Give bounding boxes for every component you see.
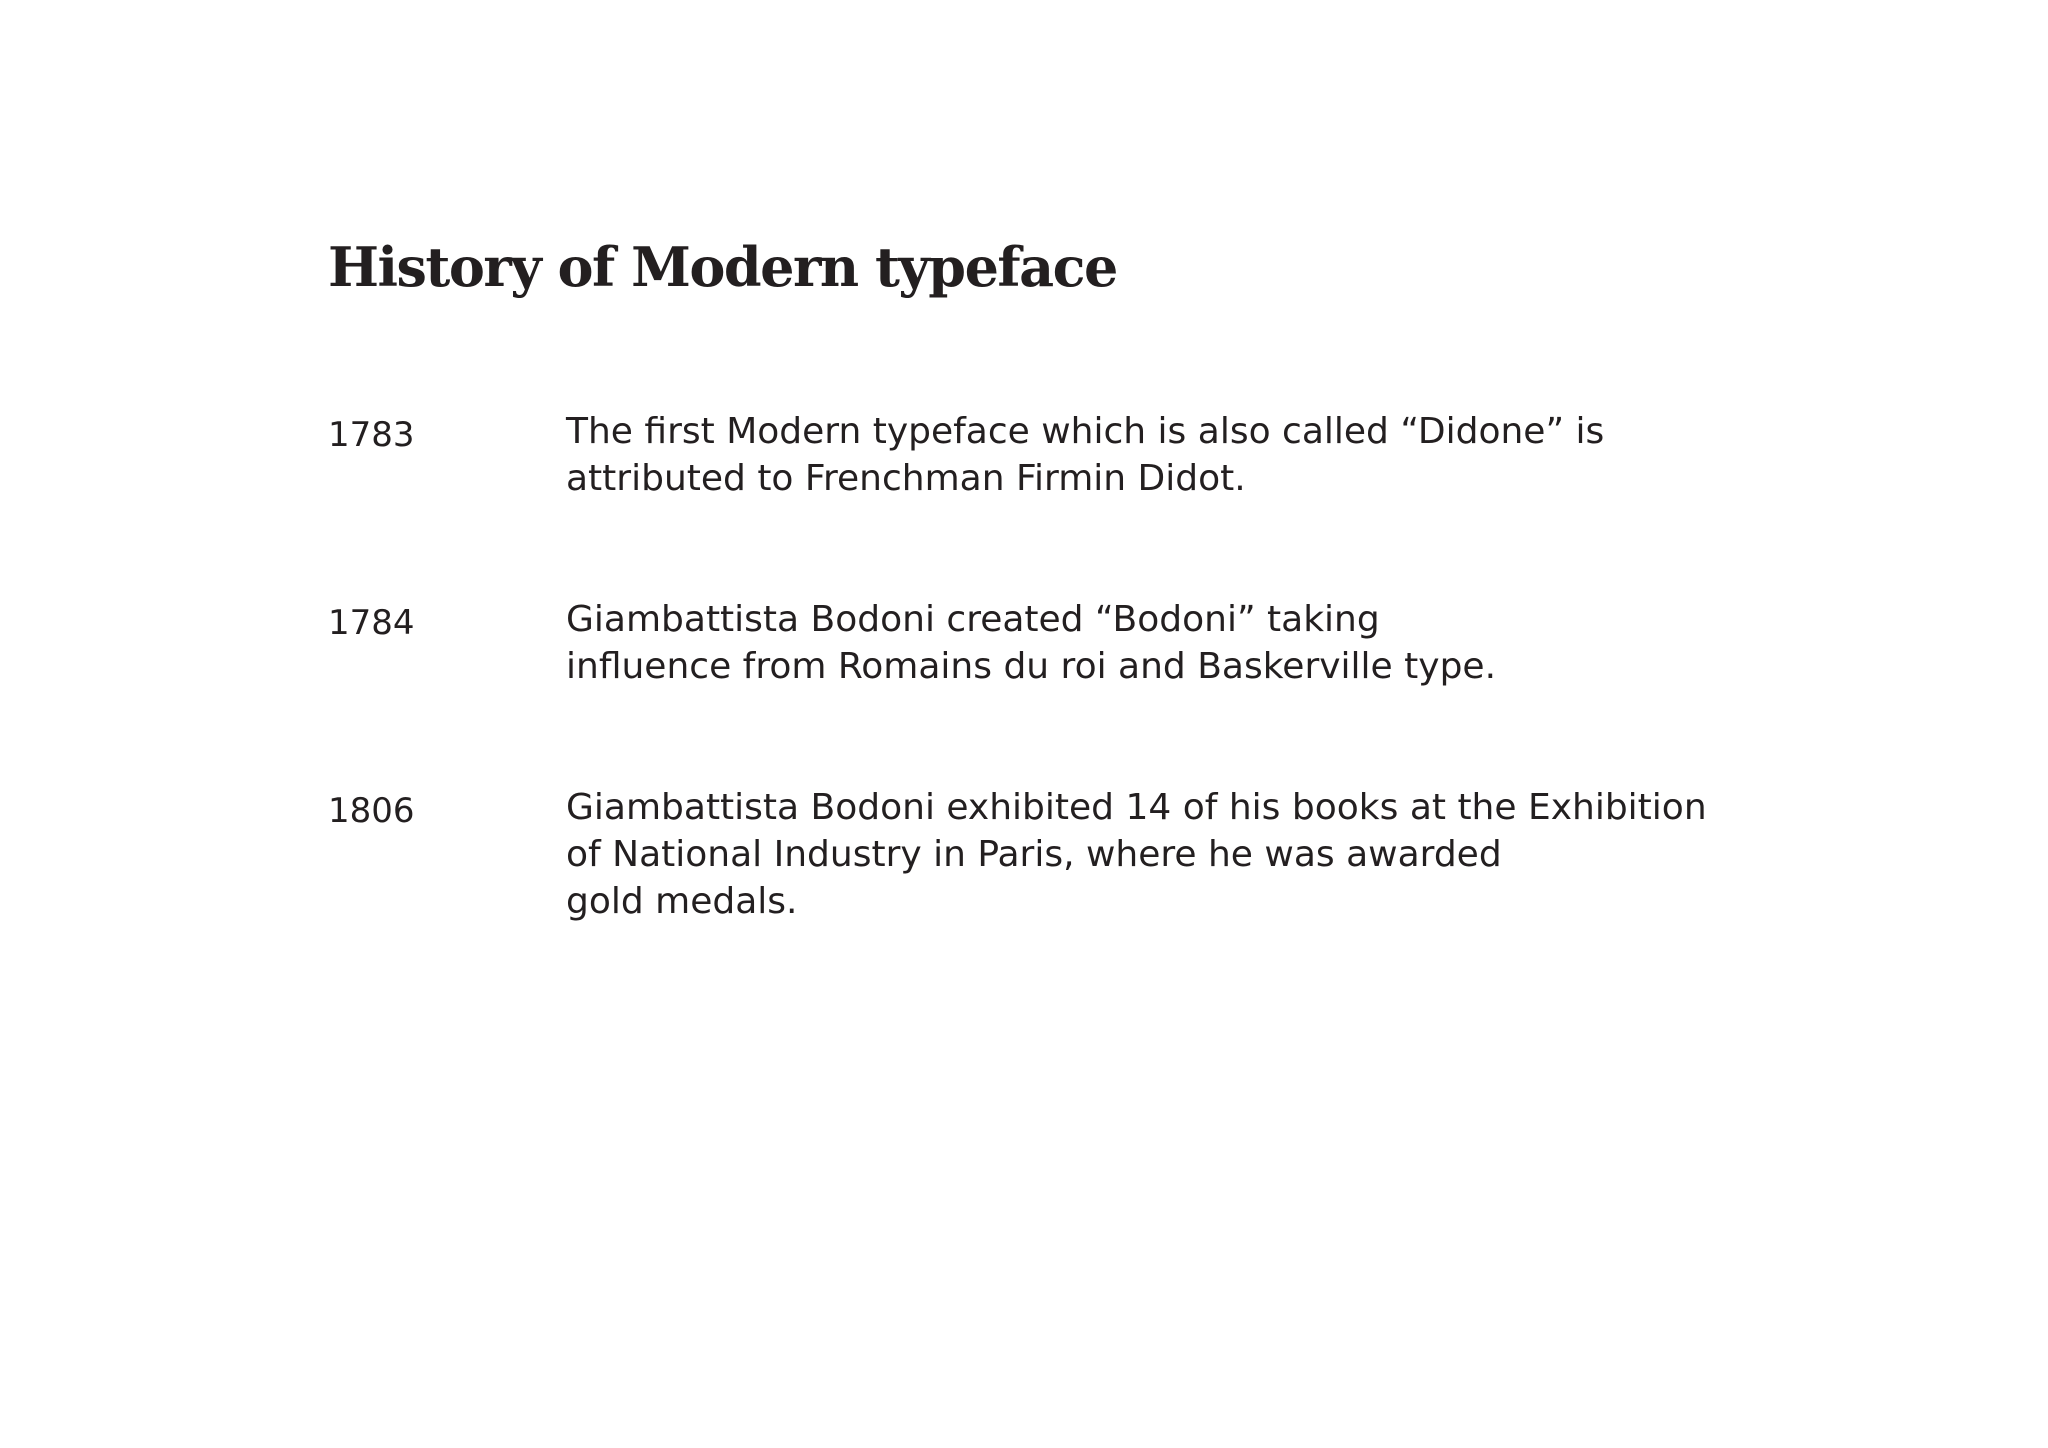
entry-year: 1806: [328, 791, 415, 831]
entry-year: 1783: [328, 415, 415, 455]
entry-year: 1784: [328, 603, 415, 643]
entry-text-line: gold medals.: [566, 881, 798, 922]
entry-text-line: influence from Romains du roi and Baskerville type.: [566, 646, 1497, 687]
entry-description: [566, 596, 1806, 690]
entry-description: [566, 408, 1806, 502]
entry-text-line: of National Industry in Paris, where he was awarded: [566, 834, 1502, 875]
entry-text-line: Giambattista Bodoni created “Bodoni” taking: [566, 599, 1380, 640]
entry-text-line: The first Modern typeface which is also called “Didone” is: [566, 411, 1605, 452]
entry-text-line: attributed to Frenchman Firmin Didot.: [566, 458, 1246, 499]
entry-description: [566, 784, 1806, 925]
entry-text-line: Giambattista Bodoni exhibited 14 of his books at the Exhibition: [566, 787, 1707, 828]
page-title: History of Modern typeface: [328, 235, 1117, 299]
